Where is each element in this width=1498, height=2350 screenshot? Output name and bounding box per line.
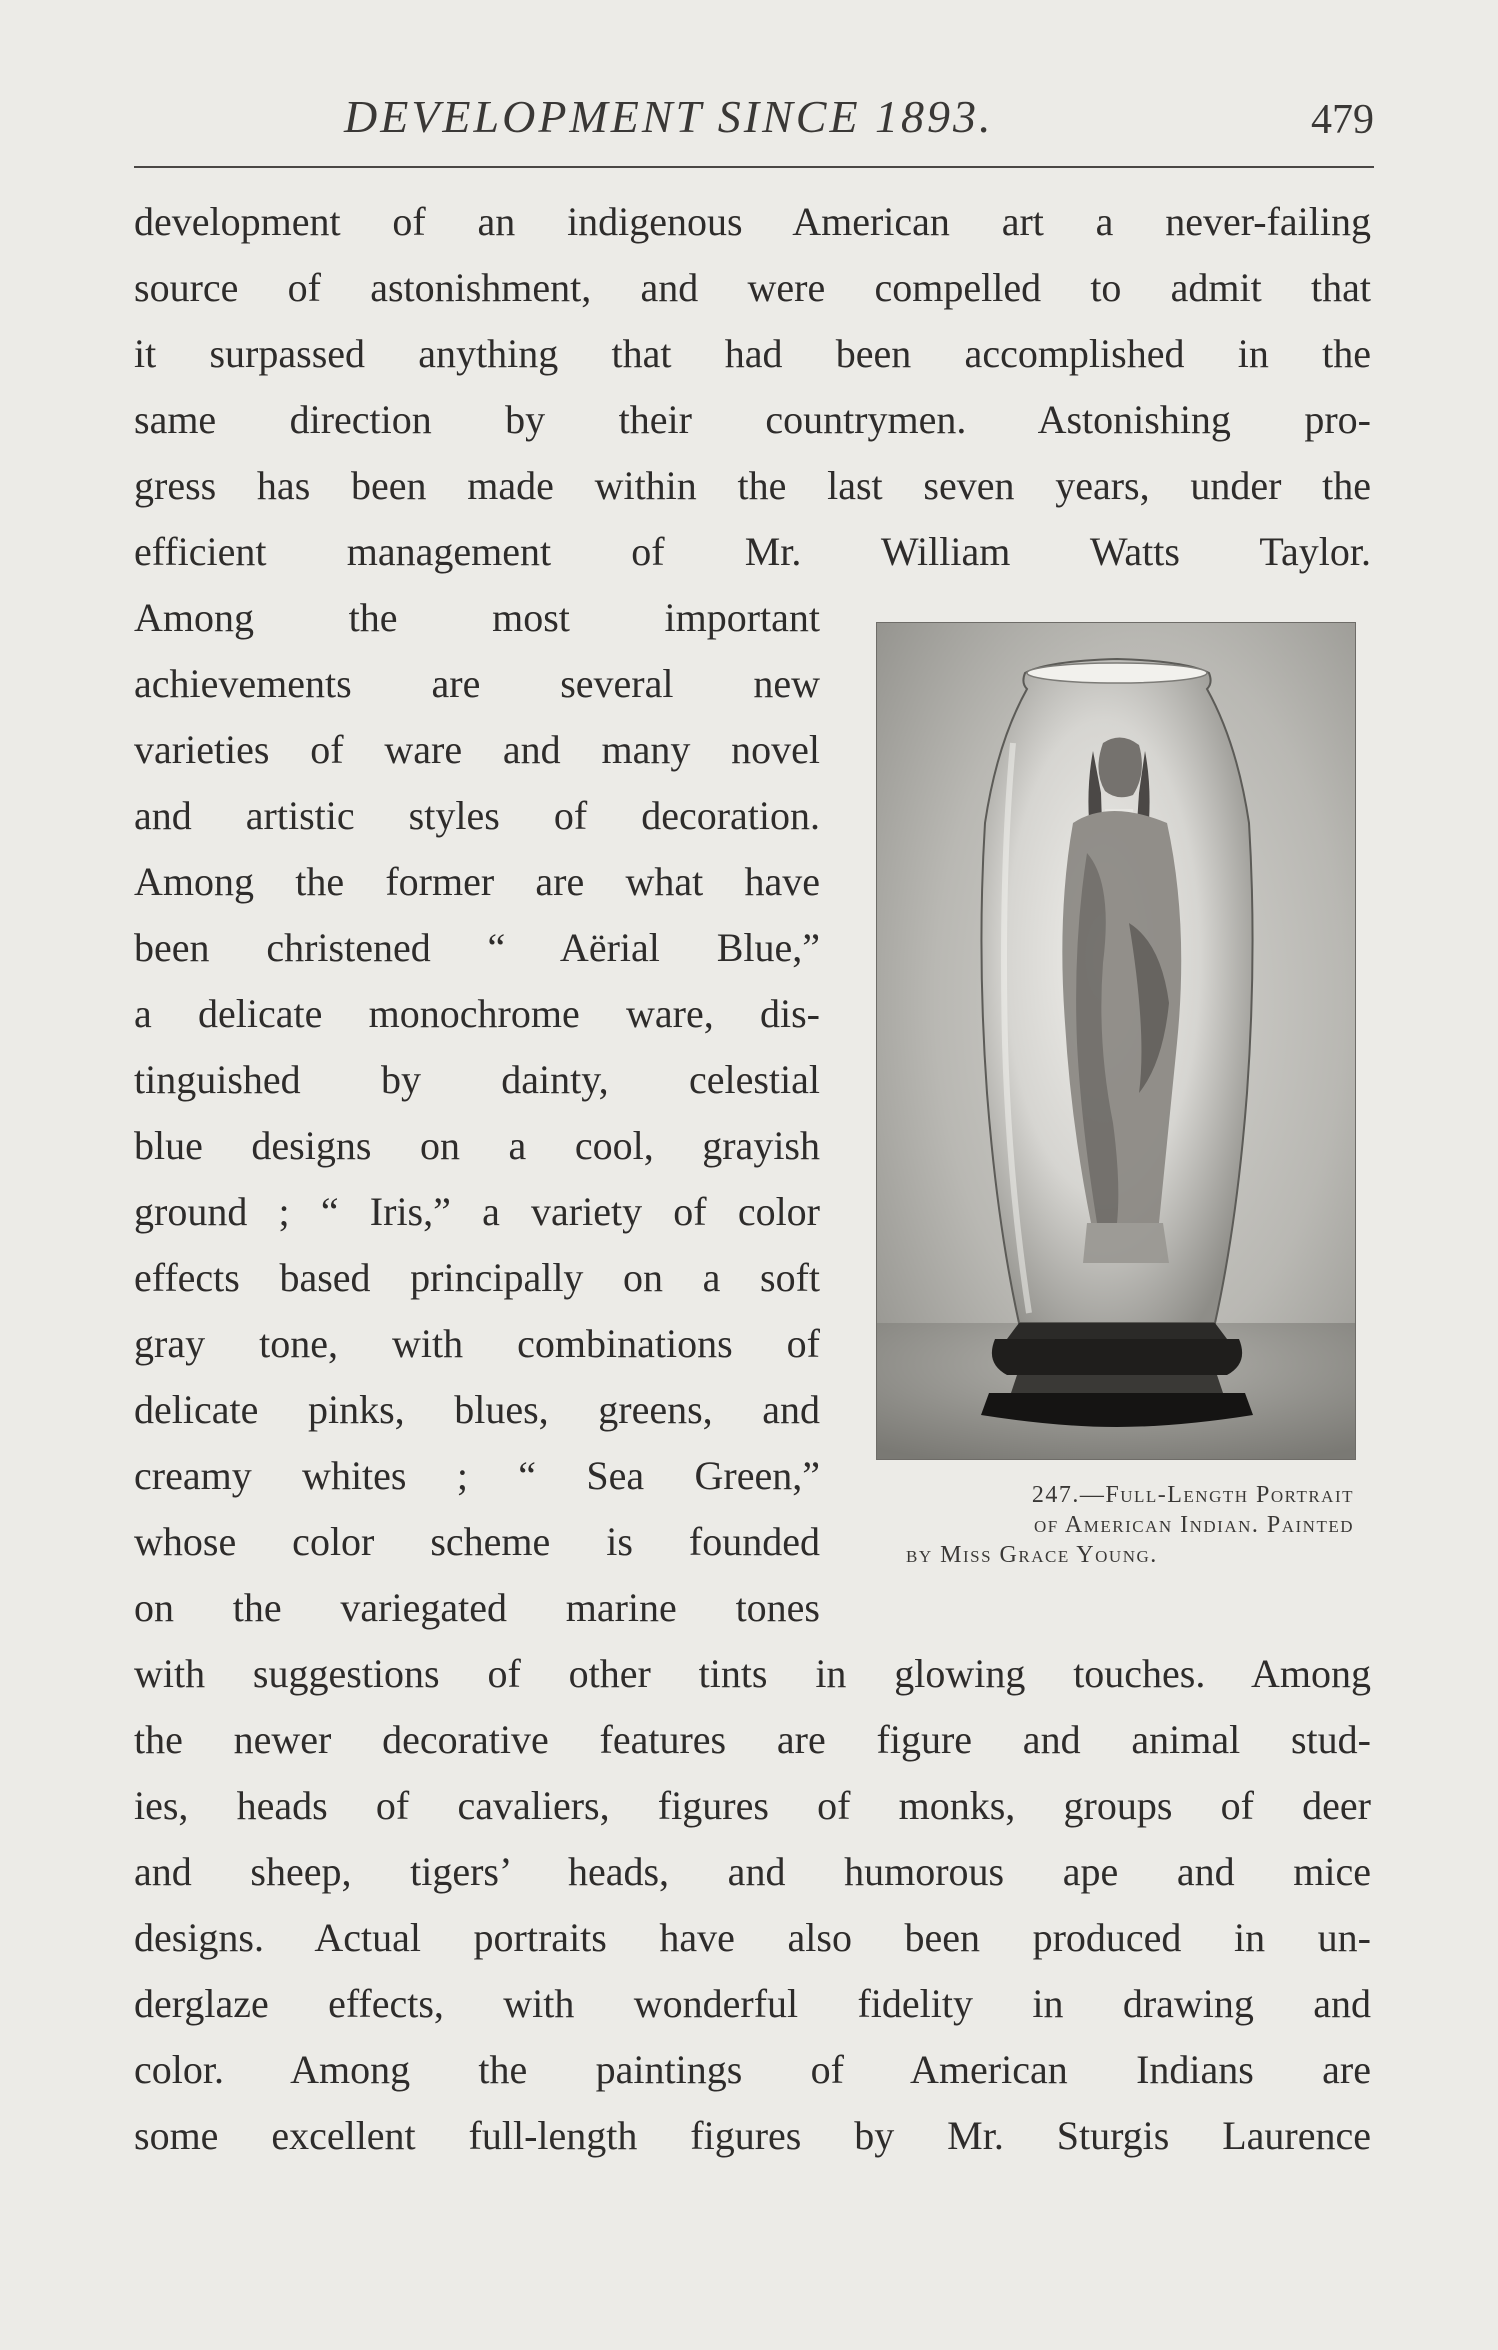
body-line: and sheep, tigers’ heads, and humorous ape and mice — [134, 1849, 1371, 1894]
body-line: tinguished by dainty, celestial — [134, 1057, 820, 1102]
running-title: DEVELOPMENT SINCE 1893. — [344, 91, 994, 142]
body-line: designs. Actual portraits have also been produced in un- — [134, 1915, 1371, 1960]
figure-caption — [876, 1480, 1354, 1570]
caption-line: by Miss Grace Young. — [906, 1542, 1158, 1568]
header-rule — [134, 166, 1374, 168]
body-line: the newer decorative features are figure and animal stud- — [134, 1717, 1371, 1762]
body-line: ies, heads of cavaliers, figures of monks, groups of deer — [134, 1783, 1371, 1828]
body-line: same direction by their countrymen. Astonishing pro- — [134, 397, 1371, 442]
body-line: a delicate monochrome ware, dis- — [134, 991, 820, 1036]
running-head — [134, 90, 1374, 150]
caption-line: 247.—Full-Length Portrait — [1031, 1482, 1354, 1508]
body-line: delicate pinks, blues, greens, and — [134, 1387, 820, 1432]
body-line: blue designs on a cool, grayish — [134, 1123, 820, 1168]
body-line: on the variegated marine tones — [134, 1585, 820, 1630]
body-line: gray tone, with combinations of — [134, 1321, 820, 1366]
body-line: it surpassed anything that had been accomplished in the — [134, 331, 1371, 376]
body-line: Among the former are what have — [134, 859, 820, 904]
caption-line: of American Indian. Painted — [1033, 1512, 1354, 1538]
body-line: varieties of ware and many novel — [134, 727, 820, 772]
body-line: source of astonishment, and were compelled to admit that — [134, 265, 1371, 310]
body-line: efficient management of Mr. William Watts Taylor. — [134, 529, 1371, 574]
body-line: gress has been made within the last seven years, under the — [134, 463, 1371, 508]
body-line: been christened “ Aërial Blue,” — [134, 925, 820, 970]
body-line: Among the most important — [134, 595, 820, 640]
body-line: with suggestions of other tints in glowing touches. Among — [134, 1651, 1371, 1696]
body-line: color. Among the paintings of American Indians are — [134, 2047, 1371, 2092]
vase-photograph — [876, 622, 1356, 1460]
body-line: derglaze effects, with wonderful fidelity in drawing and — [134, 1981, 1371, 2026]
body-line: development of an indigenous American art a never-failing — [134, 199, 1371, 244]
body-line: and artistic styles of decoration. — [134, 793, 820, 838]
page-number: 479 — [1311, 97, 1374, 143]
body-line: achievements are several new — [134, 661, 820, 706]
body-line: effects based principally on a soft — [134, 1255, 820, 1300]
body-line: some excellent full-length figures by Mr. Sturgis Laurence — [134, 2113, 1371, 2158]
body-line: creamy whites ; “ Sea Green,” — [134, 1453, 820, 1498]
body-line: whose color scheme is founded — [134, 1519, 820, 1564]
body-line: ground ; “ Iris,” a variety of color — [134, 1189, 820, 1234]
